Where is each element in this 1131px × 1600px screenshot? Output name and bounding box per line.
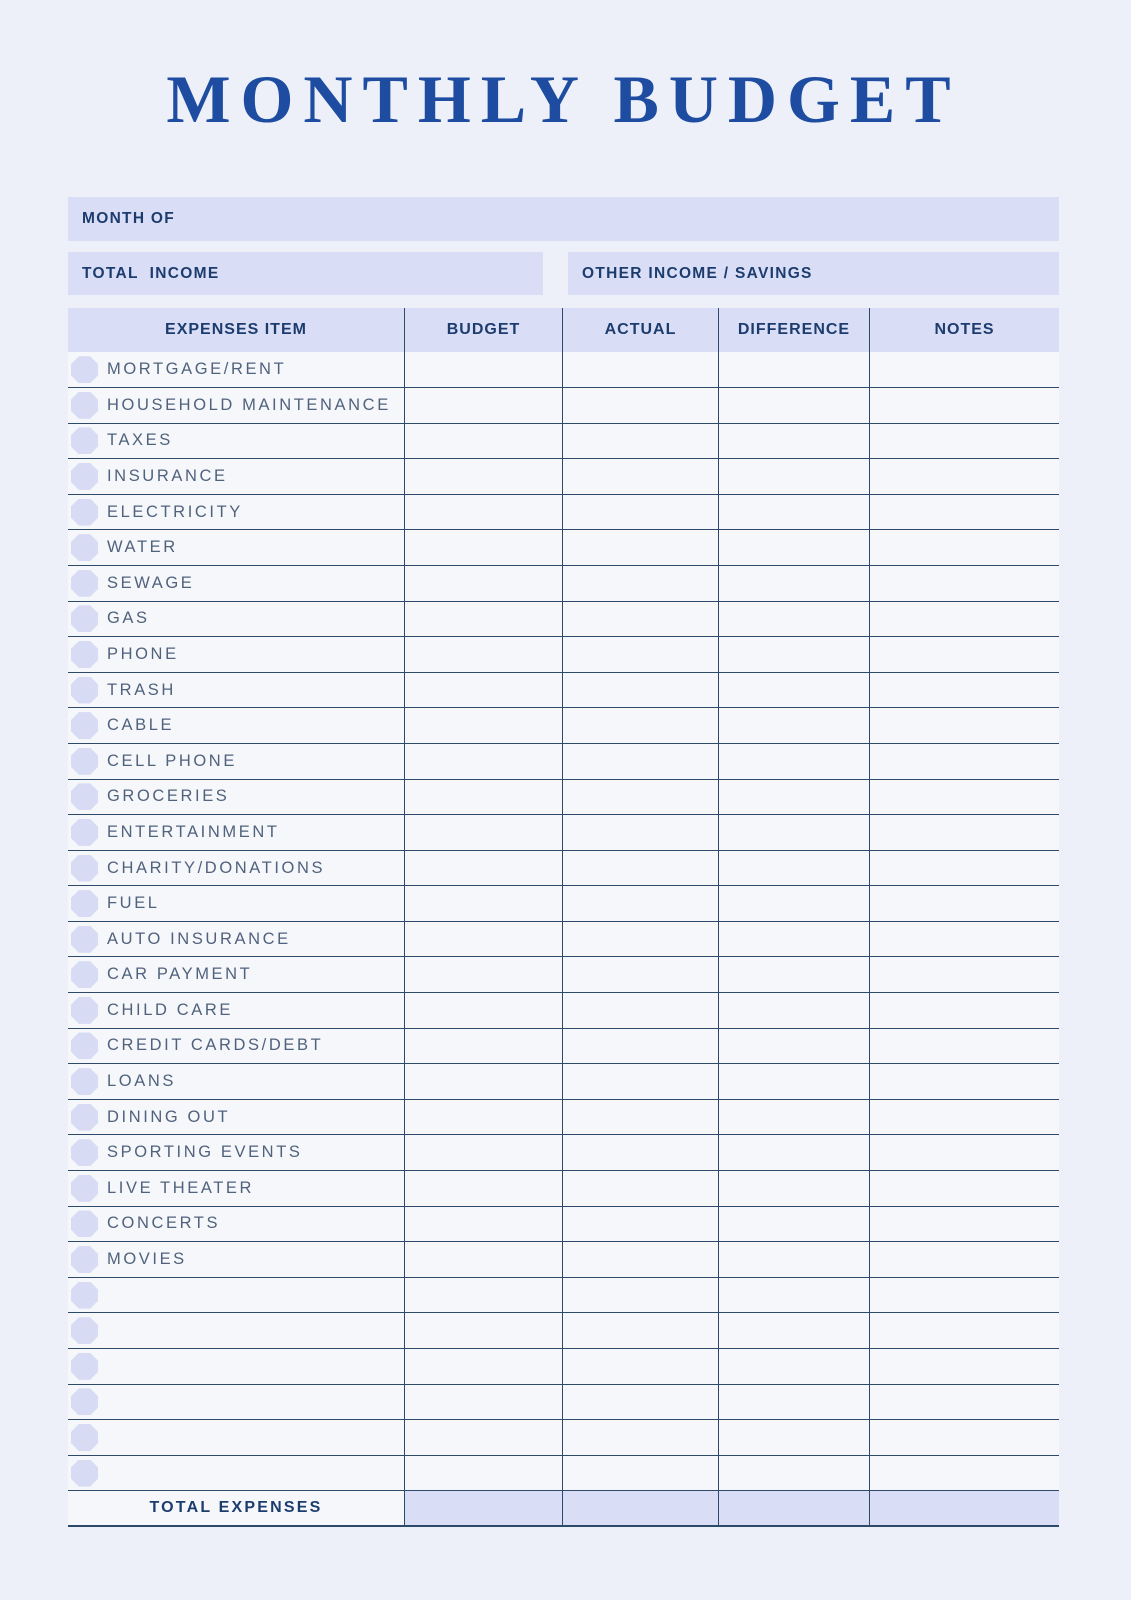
expense-item-cell	[68, 459, 404, 494]
actual-cell[interactable]	[562, 1207, 718, 1242]
table-row	[68, 673, 1059, 709]
table-row	[68, 1385, 1059, 1421]
expense-item-cell	[68, 708, 404, 743]
expense-item-label: CONCERTS	[107, 1214, 221, 1233]
expense-item-cell[interactable]	[68, 1278, 404, 1313]
difference-cell[interactable]	[718, 708, 869, 743]
actual-cell[interactable]	[562, 1064, 718, 1099]
budget-cell[interactable]	[404, 1242, 562, 1277]
table-row	[68, 1135, 1059, 1171]
bullet-icon	[71, 783, 98, 810]
actual-cell[interactable]	[562, 1171, 718, 1206]
difference-cell[interactable]	[718, 886, 869, 921]
notes-cell[interactable]	[869, 495, 1059, 530]
header-expenses-item: EXPENSES ITEM	[165, 321, 307, 339]
notes-cell[interactable]	[869, 993, 1059, 1028]
expense-item-label: ELECTRICITY	[107, 502, 243, 521]
expense-item-label: AUTO INSURANCE	[107, 929, 291, 948]
other-income-savings-field[interactable]	[568, 252, 1059, 295]
budget-cell[interactable]	[404, 815, 562, 850]
expense-item-label: HOUSEHOLD MAINTENANCE	[107, 395, 391, 414]
actual-cell[interactable]	[562, 1420, 718, 1455]
actual-cell[interactable]	[562, 530, 718, 565]
bullet-icon	[71, 1282, 98, 1309]
actual-cell[interactable]	[562, 388, 718, 423]
notes-cell[interactable]	[869, 1100, 1059, 1135]
budget-cell[interactable]	[404, 1278, 562, 1313]
difference-cell[interactable]	[718, 1171, 869, 1206]
table-row	[68, 1278, 1059, 1314]
expense-item-cell	[68, 993, 404, 1028]
budget-cell[interactable]	[404, 566, 562, 601]
difference-cell[interactable]	[718, 993, 869, 1028]
budget-cell[interactable]	[404, 459, 562, 494]
actual-cell[interactable]	[562, 1456, 718, 1491]
table-row	[68, 886, 1059, 922]
table-row	[68, 1242, 1059, 1278]
difference-cell[interactable]	[718, 566, 869, 601]
table-row	[68, 1207, 1059, 1243]
bullet-icon	[71, 926, 98, 953]
difference-cell[interactable]	[718, 388, 869, 423]
table-row	[68, 922, 1059, 958]
page-title: MONTHLY BUDGET	[166, 61, 961, 137]
difference-cell[interactable]	[718, 1278, 869, 1313]
expense-item-label: GROCERIES	[107, 787, 230, 806]
notes-cell[interactable]	[869, 388, 1059, 423]
expense-item-label: CREDIT CARDS/DEBT	[107, 1036, 324, 1055]
bullet-icon	[71, 997, 98, 1024]
table-row	[68, 566, 1059, 602]
expense-item-label: GAS	[107, 609, 150, 628]
actual-cell[interactable]	[562, 566, 718, 601]
expense-item-cell	[68, 1135, 404, 1170]
notes-cell[interactable]	[869, 708, 1059, 743]
actual-cell[interactable]	[562, 637, 718, 672]
table-row	[68, 780, 1059, 816]
difference-cell[interactable]	[718, 459, 869, 494]
notes-cell[interactable]	[869, 1135, 1059, 1170]
expense-item-cell[interactable]	[68, 1420, 404, 1455]
table-row	[68, 1456, 1059, 1492]
table-row	[68, 1029, 1059, 1065]
header-difference: DIFFERENCE	[718, 308, 869, 352]
notes-cell[interactable]	[869, 744, 1059, 779]
bullet-icon	[71, 748, 98, 775]
actual-cell[interactable]	[562, 1029, 718, 1064]
income-gap	[543, 252, 568, 295]
table-row	[68, 708, 1059, 744]
bullet-icon	[71, 1460, 98, 1487]
table-row	[68, 1349, 1059, 1385]
budget-cell[interactable]	[404, 1029, 562, 1064]
actual-cell[interactable]	[562, 815, 718, 850]
expense-item-label: CABLE	[107, 716, 175, 735]
difference-cell[interactable]	[718, 1100, 869, 1135]
header-actual: ACTUAL	[562, 308, 718, 352]
budget-cell[interactable]	[404, 1313, 562, 1348]
difference-cell[interactable]	[718, 1349, 869, 1384]
bullet-icon	[71, 499, 98, 526]
total-expenses-label: TOTAL EXPENSES	[149, 1499, 323, 1517]
notes-cell[interactable]	[869, 1349, 1059, 1384]
budget-cell[interactable]	[404, 1135, 562, 1170]
budget-cell[interactable]	[404, 957, 562, 992]
budget-cell[interactable]	[404, 424, 562, 459]
budget-cell[interactable]	[404, 637, 562, 672]
actual-cell[interactable]	[562, 1385, 718, 1420]
budget-cell[interactable]	[404, 922, 562, 957]
expense-item-label: ENTERTAINMENT	[107, 822, 280, 841]
notes-cell[interactable]	[869, 851, 1059, 886]
bullet-icon	[71, 819, 98, 846]
difference-cell[interactable]	[718, 1313, 869, 1348]
expense-item-label: SEWAGE	[107, 573, 195, 592]
actual-cell[interactable]	[562, 352, 718, 387]
income-row	[68, 252, 1059, 295]
expenses-table	[68, 308, 1059, 1527]
total-difference-cell[interactable]	[718, 1491, 869, 1525]
table-row	[68, 957, 1059, 993]
notes-cell[interactable]	[869, 424, 1059, 459]
difference-cell[interactable]	[718, 1207, 869, 1242]
table-row	[68, 388, 1059, 424]
expense-item-cell	[68, 673, 404, 708]
budget-cell[interactable]	[404, 495, 562, 530]
budget-cell[interactable]	[404, 352, 562, 387]
budget-cell[interactable]	[404, 780, 562, 815]
expense-item-cell	[68, 744, 404, 779]
header-budget: BUDGET	[404, 308, 562, 352]
notes-cell[interactable]	[869, 1207, 1059, 1242]
total-notes-cell[interactable]	[869, 1491, 1059, 1525]
difference-cell[interactable]	[718, 815, 869, 850]
budget-cell[interactable]	[404, 1064, 562, 1099]
notes-cell[interactable]	[869, 602, 1059, 637]
notes-cell[interactable]	[869, 815, 1059, 850]
budget-cell[interactable]	[404, 708, 562, 743]
bullet-icon	[71, 890, 98, 917]
expense-item-cell	[68, 815, 404, 850]
other-income-savings-label: OTHER INCOME / SAVINGS	[582, 264, 813, 282]
bullet-icon	[71, 356, 98, 383]
actual-cell[interactable]	[562, 708, 718, 743]
table-row	[68, 602, 1059, 638]
expense-item-cell	[68, 424, 404, 459]
actual-cell[interactable]	[562, 957, 718, 992]
budget-cell[interactable]	[404, 851, 562, 886]
expense-item-cell	[68, 886, 404, 921]
difference-cell[interactable]	[718, 602, 869, 637]
actual-cell[interactable]	[562, 993, 718, 1028]
notes-cell[interactable]	[869, 566, 1059, 601]
bullet-icon	[71, 641, 98, 668]
budget-cell[interactable]	[404, 886, 562, 921]
difference-cell[interactable]	[718, 780, 869, 815]
expense-item-cell	[68, 851, 404, 886]
bullet-icon	[71, 1388, 98, 1415]
difference-cell[interactable]	[718, 1456, 869, 1491]
expense-item-label: LOANS	[107, 1072, 176, 1091]
expense-item-cell	[68, 957, 404, 992]
difference-cell[interactable]	[718, 424, 869, 459]
table-row	[68, 459, 1059, 495]
notes-cell[interactable]	[869, 1420, 1059, 1455]
bullet-icon	[71, 570, 98, 597]
expense-item-cell	[68, 1100, 404, 1135]
bullet-icon	[71, 427, 98, 454]
total-actual-cell[interactable]	[562, 1491, 718, 1525]
budget-cell[interactable]	[404, 1100, 562, 1135]
expense-item-cell	[68, 1171, 404, 1206]
notes-cell[interactable]	[869, 1242, 1059, 1277]
budget-cell[interactable]	[404, 388, 562, 423]
total-expenses-label-cell	[68, 1491, 404, 1525]
expense-item-cell	[68, 637, 404, 672]
expense-item-label: TAXES	[107, 431, 173, 450]
expense-item-cell	[68, 566, 404, 601]
notes-cell[interactable]	[869, 780, 1059, 815]
expense-item-cell	[68, 352, 404, 387]
expense-item-label: LIVE THEATER	[107, 1178, 255, 1197]
expense-item-label: CHARITY/DONATIONS	[107, 858, 326, 877]
bullet-icon	[71, 1210, 98, 1237]
expense-item-cell[interactable]	[68, 1385, 404, 1420]
actual-cell[interactable]	[562, 1100, 718, 1135]
difference-cell[interactable]	[718, 1420, 869, 1455]
expense-item-cell	[68, 388, 404, 423]
expense-item-cell	[68, 602, 404, 637]
bullet-icon	[71, 605, 98, 632]
header-notes: NOTES	[869, 308, 1059, 352]
total-income-label: TOTAL INCOME	[82, 264, 220, 282]
difference-cell[interactable]	[718, 1135, 869, 1170]
actual-cell[interactable]	[562, 922, 718, 957]
bullet-icon	[71, 1139, 98, 1166]
expense-item-label: WATER	[107, 538, 178, 557]
bullet-icon	[71, 961, 98, 988]
table-row	[68, 993, 1059, 1029]
budget-cell[interactable]	[404, 530, 562, 565]
expense-item-label: MORTGAGE/RENT	[107, 360, 287, 379]
budget-cell[interactable]	[404, 1171, 562, 1206]
expense-item-cell	[68, 530, 404, 565]
budget-cell[interactable]	[404, 673, 562, 708]
bullet-icon	[71, 534, 98, 561]
notes-cell[interactable]	[869, 957, 1059, 992]
budget-cell[interactable]	[404, 1349, 562, 1384]
notes-cell[interactable]	[869, 1313, 1059, 1348]
expense-item-cell	[68, 1207, 404, 1242]
table-row	[68, 1064, 1059, 1100]
month-of-label: MONTH OF	[82, 210, 176, 228]
actual-cell[interactable]	[562, 1135, 718, 1170]
bullet-icon	[71, 1104, 98, 1131]
notes-cell[interactable]	[869, 922, 1059, 957]
notes-cell[interactable]	[869, 352, 1059, 387]
table-body	[68, 352, 1059, 1491]
table-row	[68, 352, 1059, 388]
expense-item-cell[interactable]	[68, 1349, 404, 1384]
difference-cell[interactable]	[718, 352, 869, 387]
difference-cell[interactable]	[718, 1029, 869, 1064]
actual-cell[interactable]	[562, 1278, 718, 1313]
budget-cell[interactable]	[404, 1420, 562, 1455]
notes-cell[interactable]	[869, 1278, 1059, 1313]
table-row	[68, 1171, 1059, 1207]
expense-item-cell[interactable]	[68, 1456, 404, 1491]
table-row	[68, 1313, 1059, 1349]
actual-cell[interactable]	[562, 495, 718, 530]
total-income-field[interactable]	[68, 252, 543, 295]
table-row	[68, 815, 1059, 851]
bullet-icon	[71, 855, 98, 882]
notes-cell[interactable]	[869, 886, 1059, 921]
actual-cell[interactable]	[562, 780, 718, 815]
expense-item-cell	[68, 922, 404, 957]
difference-cell[interactable]	[718, 673, 869, 708]
expense-item-label: INSURANCE	[107, 466, 228, 485]
bullet-icon	[71, 1317, 98, 1344]
table-header-row	[68, 308, 1059, 352]
notes-cell[interactable]	[869, 1171, 1059, 1206]
difference-cell[interactable]	[718, 495, 869, 530]
expense-item-cell[interactable]	[68, 1313, 404, 1348]
budget-cell[interactable]	[404, 1385, 562, 1420]
expense-item-cell	[68, 1029, 404, 1064]
actual-cell[interactable]	[562, 1349, 718, 1384]
expense-item-label: FUEL	[107, 894, 160, 913]
total-budget-cell[interactable]	[404, 1491, 562, 1525]
expense-item-label: PHONE	[107, 644, 179, 663]
expense-item-cell	[68, 1242, 404, 1277]
expense-item-label: SPORTING EVENTS	[107, 1143, 303, 1162]
expense-item-label: MOVIES	[107, 1250, 187, 1269]
budget-cell[interactable]	[404, 993, 562, 1028]
table-row	[68, 530, 1059, 566]
actual-cell[interactable]	[562, 886, 718, 921]
notes-cell[interactable]	[869, 1456, 1059, 1491]
actual-cell[interactable]	[562, 851, 718, 886]
notes-cell[interactable]	[869, 1029, 1059, 1064]
table-row	[68, 1100, 1059, 1136]
total-expenses-row	[68, 1491, 1059, 1525]
actual-cell[interactable]	[562, 673, 718, 708]
actual-cell[interactable]	[562, 1242, 718, 1277]
difference-cell[interactable]	[718, 851, 869, 886]
notes-cell[interactable]	[869, 1064, 1059, 1099]
expense-item-cell	[68, 780, 404, 815]
bullet-icon	[71, 1068, 98, 1095]
expense-item-cell	[68, 1064, 404, 1099]
actual-cell[interactable]	[562, 459, 718, 494]
actual-cell[interactable]	[562, 602, 718, 637]
notes-cell[interactable]	[869, 530, 1059, 565]
table-row	[68, 1420, 1059, 1456]
table-row	[68, 424, 1059, 460]
actual-cell[interactable]	[562, 744, 718, 779]
difference-cell[interactable]	[718, 744, 869, 779]
month-of-field[interactable]	[68, 197, 1059, 241]
notes-cell[interactable]	[869, 1385, 1059, 1420]
bullet-icon	[71, 1353, 98, 1380]
budget-cell[interactable]	[404, 744, 562, 779]
bullet-icon	[71, 1032, 98, 1059]
budget-cell[interactable]	[404, 602, 562, 637]
table-row	[68, 851, 1059, 887]
bullet-icon	[71, 392, 98, 419]
budget-cell[interactable]	[404, 1456, 562, 1491]
table-row	[68, 637, 1059, 673]
difference-cell[interactable]	[718, 1385, 869, 1420]
difference-cell[interactable]	[718, 1242, 869, 1277]
expense-item-label: CAR PAYMENT	[107, 965, 253, 984]
expense-item-label: DINING OUT	[107, 1107, 231, 1126]
notes-cell[interactable]	[869, 673, 1059, 708]
expense-item-label: CELL PHONE	[107, 751, 237, 770]
difference-cell[interactable]	[718, 922, 869, 957]
difference-cell[interactable]	[718, 1064, 869, 1099]
bullet-icon	[71, 1246, 98, 1273]
actual-cell[interactable]	[562, 1313, 718, 1348]
bullet-icon	[71, 463, 98, 490]
bullet-icon	[71, 1424, 98, 1451]
notes-cell[interactable]	[869, 637, 1059, 672]
actual-cell[interactable]	[562, 424, 718, 459]
expense-item-label: TRASH	[107, 680, 176, 699]
difference-cell[interactable]	[718, 530, 869, 565]
budget-cell[interactable]	[404, 1207, 562, 1242]
bullet-icon	[71, 712, 98, 739]
difference-cell[interactable]	[718, 957, 869, 992]
table-row	[68, 744, 1059, 780]
notes-cell[interactable]	[869, 459, 1059, 494]
bullet-icon	[71, 1175, 98, 1202]
expense-item-label: CHILD CARE	[107, 1000, 233, 1019]
table-row	[68, 495, 1059, 531]
bullet-icon	[71, 677, 98, 704]
difference-cell[interactable]	[718, 637, 869, 672]
expense-item-cell	[68, 495, 404, 530]
